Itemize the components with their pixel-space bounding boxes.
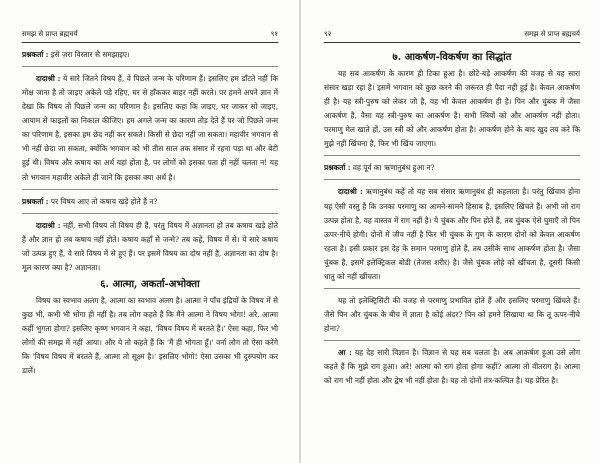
header-rule [324, 42, 580, 43]
page-number: ९२ [324, 30, 332, 38]
divider [22, 66, 278, 67]
divider [324, 340, 580, 341]
question-text: पर विषय आए तो कषाय खड़े होते हैं न? [48, 196, 158, 206]
question-text: वह पूर्व का ऋणानुबंध हुआ न? [350, 163, 435, 173]
answer-text: नहीं, सभी विषय तो विषय ही हैं, परंतु विषय में अज्ञानता हो तब कषाय खड़े होते हैं और ज्ञान हो तब कषाय नहीं होते। कषाय कहाँ से जन्मे? तब कहें, विषय में से। ये सारे कषाय जो उत्पन्न हुए हैं, वे सारे विषय में से हुए हैं। पर इसमें विषय का दोष नहीं है, अज्ञानता का दोष है। मूल कारण क्या है? अज्ञानता। [22, 220, 278, 272]
divider [22, 213, 278, 214]
running-title: समझ से प्राप्त ब्रह्मचर्य [22, 30, 78, 38]
running-head-right [324, 30, 580, 42]
speaker-label: प्रश्नकर्ता : [22, 196, 49, 206]
book-gutter [299, 0, 301, 463]
answer-paragraph [324, 346, 580, 388]
section-heading: ६. आत्मा, अकर्ता-अभोक्ता [100, 278, 200, 290]
speaker-label: दादाश्री : [36, 220, 61, 230]
header-rule [22, 42, 278, 43]
question-paragraph [324, 161, 580, 175]
answer-paragraph [324, 185, 580, 283]
paragraph-text: यह सब आकर्षण के कारण ही टिका हुआ है। छोटे-बड़े आकर्षण की वजह से यह सारा संसार खड़ा रहा है। इसमें भगवान को कुछ करने की जरूरत ही पैदा नहीं हुई है। केवल आकर्षण ही है। यह स्त्री-पुरुष को लेकर जो है, वह भी केवल आकर्षण ही है। पिन और चुंबक में जैसा आकर्षण है, वैसा यह स्त्री-पुरुष का आकर्षण है। सभी स्त्रियों को और आकर्षण नहीं होता। परमाणु मेल खाते हों, उस स्त्री को और आकर्षण होता है। आकर्षण होने के बाद खुद तय करे कि मुझे नहीं खिंचना है, फिर भी खिंच जाएगा। [324, 69, 580, 149]
divider [22, 189, 278, 190]
answer-text: यह देह सारी विज्ञान है। विज्ञान से यह सब चलता है। अब आकर्षण हुआ उसे लोग कहते हैं कि मुझे राग हुआ। अरे! आत्मा को राग होता होगा कहीं? आत्मा तो वीतराग है। आत्मा को राग भी नहीं होता और द्वेष भी नहीं होता है। यह तो दोनों तंत्र-कल्पित है। यह प्रेरित है। [324, 348, 580, 386]
running-title: समझ से प्राप्त ब्रह्मचर्य [524, 30, 580, 38]
speaker-label: आ : [338, 348, 352, 358]
speaker-label: प्रश्नकर्ता : [324, 163, 351, 173]
question-paragraph [22, 48, 278, 62]
speaker-label: दादाश्री : [36, 74, 61, 84]
answer-text: ऋणानुबंध कहें तो यह सब संसार ऋणानुबंध ही कहलाता है। परंतु खिंचाव होना यह ऐसी वस्तु है कि उनका परमाणु का आमने-सामने हिसाब है, इसलिए खिंचते हैं। अभी जो राग उत्पन्न होता है, वह वास्तव में राग नहीं है। ये चुंबक और पिन होते हैं, तब चुंबक ऐसे घुमाएँ तो पिन ऊपर-नीचे होगी। दोनों में जीव नहीं है फिर भी चुंबक के गुण के कारण दोनों को केवल आकर्षण रहता है। इसी प्रकार इस देह के समान परमाणु होते हैं, तब उसीके साथ आकर्षण होता है। जैसा चुंबक है, इसमें इलेक्ट्रिकल बोडी (तेजस शरीर) है। जैसे चुंबक लोहे को खींचता है, दूसरी किसी धातु को नहीं खींचता। [324, 187, 580, 281]
right-page-body [324, 48, 580, 457]
running-head-left [22, 30, 278, 42]
question-paragraph [22, 195, 278, 209]
body-paragraph [324, 294, 580, 336]
page-number: ९१ [270, 30, 278, 38]
section-heading: ७. आकर्षण-विकर्षण का सिद्धांत [392, 52, 512, 63]
paragraph-text: विषय का स्वभाव अलग है, आत्मा का स्वभाव अलग है। आत्मा ने पाँच इंद्रियों के विषय में से कुछ भी, कभी भी भोगा ही नहीं है। तब लोग कहते हैं कि मैंने आत्मा ने विषय भोगा! अरे, आत्मा कहीं भुगता होगा? इसलिए कृष्ण भगवान ने कहा, 'विषय विषय में बरतते हैं।' ऐसा कहा, फिर भी लोगों की समझ में नहीं आया। और ये तो कहते हैं कि 'मैं ही भोगता हूँ।' वर्ना लोग तो ऐसा करेंगे कि 'विषय विषय में बरतते हैं, आत्मा तो सूक्ष्म है।' इसलिए भोगो! ऐसा उसका भी दुरुपयोग कर डालें। [22, 295, 278, 376]
question-text: इसे ज़रा विस्तार से समझाइए। [48, 50, 130, 59]
divider [324, 155, 580, 156]
divider [324, 179, 580, 180]
right-page [302, 0, 600, 463]
divider [324, 288, 580, 289]
paragraph-text: यह तो इलेक्ट्रिसिटी की वजह से परमाणु प्रभावित होते हैं और इसलिए परमाणु खिंचते हैं। जैसे पिन और चुंबक के बीच में ज्ञाता है कोई अंदर? पिन को हमने सिखाया था कि तू ऊपर-नीचे होना? [324, 295, 580, 333]
body-paragraph [22, 294, 278, 378]
left-page [0, 0, 298, 463]
speaker-label: प्रश्नकर्ता : [22, 50, 49, 59]
answer-paragraph [22, 219, 278, 275]
body-paragraph [324, 67, 580, 151]
left-page-body [22, 48, 278, 457]
answer-text: ये सारे जितने विषय हैं, वे पिछले जन्म के परिणाम हैं। इसलिए हम डाँटते नहीं कि मोक्ष जाना है तो जाइए अकेले पड़े रहिए, घर से हाँककर बाहर नहीं करते। पर हमने अपने ज्ञान में देखा कि विषय तो पिछले जन्म का परिणाम है। इसलिए कहा कि जाइए, घर जाकर सो जाइए, आयाम से फाइलों का निकाल कीजिए। हम अगले जन्म का कारण तोड़ देते हैं पर जो पिछले जन्म का परिणाम है, इसका हम छेद नहीं कर सकते। किसी से छेदा नहीं जा सकता। महावीर भगवान से भी नहीं छेदा जा सकता, क्योंकि भगवान को भी तीस साल तक संसार में रहना पड़ा था और बेटी हुई थी। विषय और कषाय का अर्थ यहां होता है, पर लोगों को इसका पता ही नहीं चलता न! यह तो भगवान महावीर अकेले ही जानें कि इसका क्या अर्थ है। [22, 74, 278, 182]
answer-paragraph [22, 72, 278, 185]
speaker-label: दादाश्री : [338, 187, 363, 197]
